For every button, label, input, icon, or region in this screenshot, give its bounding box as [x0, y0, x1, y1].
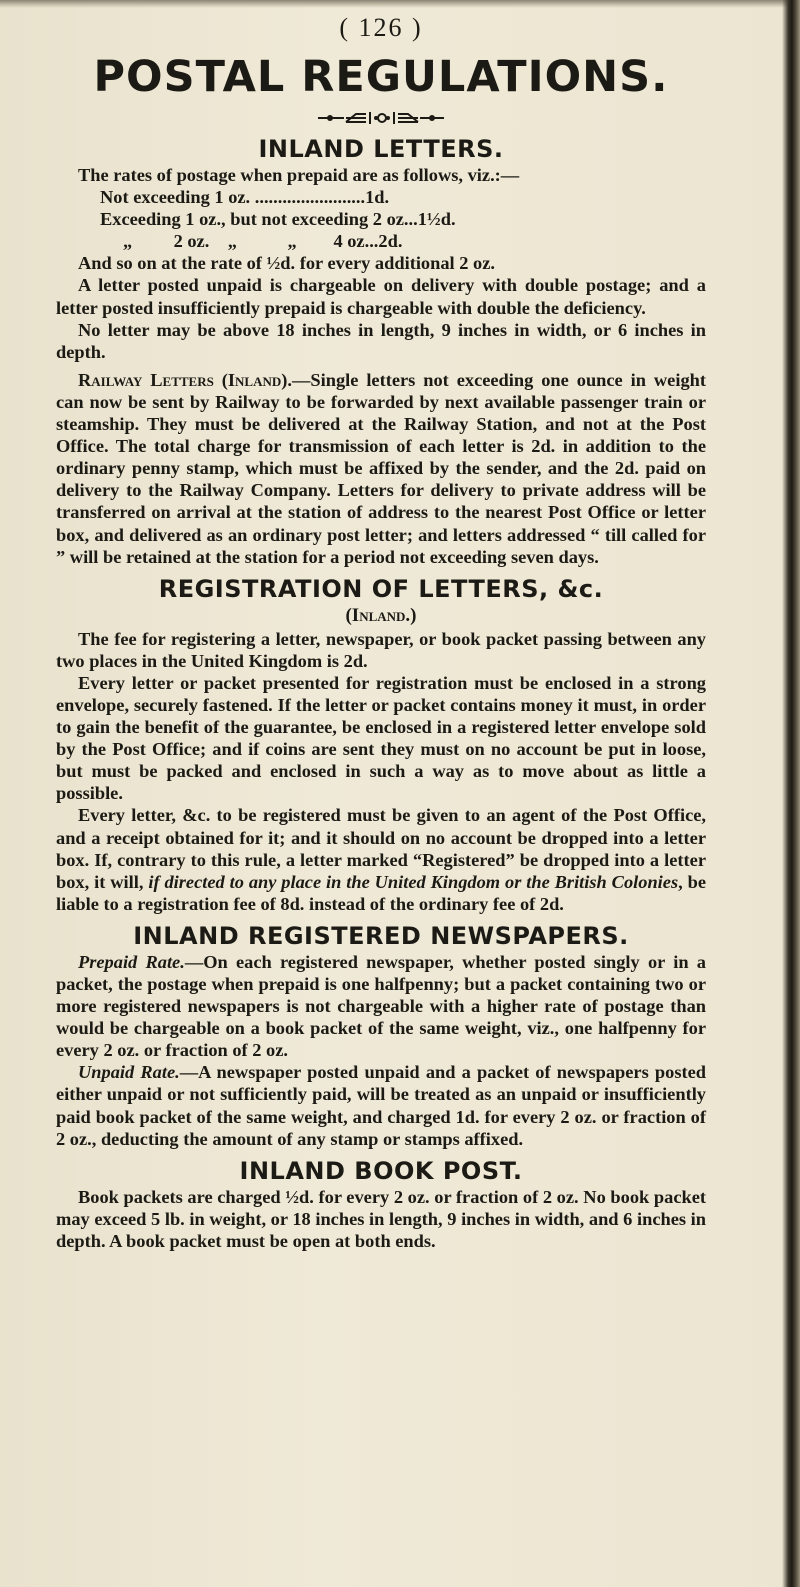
binding-edge	[782, 0, 800, 1587]
registration-heading: REGISTRATION OF LETTERS, &c.	[158, 574, 604, 603]
railway-lead: Railway Letters (Inland).	[78, 369, 292, 390]
rate-row-2: Exceeding 1 oz., but not exceeding 2 oz...1½d.	[100, 209, 456, 230]
agent-text-1: Every letter, &c. to be registered must be given to an agent of the Post Office, and a receipt obtained for it; and it should on no account be dropped into a letter box. If, contrary to this rule, a letter marked “Registered” be dropped into a letter box, it will,	[56, 805, 706, 892]
agent-text-italic: if directed to any place in the United Kingdom or the British Colonies	[148, 871, 679, 892]
book-post-paragraph: Book packets are charged ½d. for every 2 oz. or fraction of 2 oz. No book packet may exceed 5 lb. in weight, or 18 inches in length, 9 inches in width, and 6 inches in depth. A book packet must be open at both ends.	[56, 1186, 706, 1251]
rate-row-1: Not exceeding 1 oz. ........................1d.	[100, 187, 390, 208]
railway-text: —Single letters not exceeding one ounce in weight can now be sent by Railway to be forwarded by next available passenger train or steamship. They must be delivered at the Railway Station, and not at the Post Office. The total charge for transmission of each letter is 2d. in addition to the ordinary penny stamp, which must be affixed by the sender, and the 2d. paid on delivery to the Railway Company. Letters for delivery to private address will be transferred on arrival at the station of address to the nearest Post Office or letter box, and delivered as an ordinary post letter; and letters addressed “ till called for ” will be retained at the station for a period not exceeding seven days.	[56, 369, 706, 567]
newspapers-heading: INLAND REGISTERED NEWSPAPERS.	[133, 921, 629, 950]
inland-letters-heading: INLAND LETTERS.	[258, 135, 504, 163]
unpaid-text: —A newspaper posted unpaid and a packet of newspapers posted either unpaid or not sufficiently paid, will be treated as an unpaid or insufficiently paid book packet of the same weight, and charged 1d. for every 2 oz. or fraction of 2 oz., deducting the amount of any stamp or stamps affixed.	[56, 1062, 706, 1149]
rate-additional: And so on at the rate of ½d. for every additional 2 oz.	[78, 253, 496, 274]
prepaid-text: —On each registered newspaper, whether posted singly or in a packet, the postage when prepaid is one halfpenny; but a packet containing two or more registered newspapers is not chargeable with a higher rate of postage than would be chargeable on a book packet of the same weight, viz., one halfpenny for every 2 oz. or fraction of 2 oz.	[56, 951, 706, 1061]
prepaid-paragraph	[56, 951, 706, 1061]
rate-row-3: „ 2 oz. „ „ 4 oz...2d.	[100, 231, 403, 252]
page-content	[56, 4, 706, 1252]
divider-ornament-icon	[56, 102, 706, 134]
railway-paragraph	[56, 369, 706, 568]
agent-text-2: , be liable to a registration fee of 8d. instead of the ordinary fee of 2d.	[56, 871, 706, 914]
unpaid-label: Unpaid Rate.	[78, 1062, 180, 1083]
size-limit-paragraph: No letter may be above 18 inches in length, 9 inches in width, or 6 inches in depth.	[56, 319, 706, 362]
unpaid-paragraph: A letter posted unpaid is chargeable on delivery with double postage; and a letter posted insufficiently prepaid is chargeable with double the deficiency.	[56, 275, 706, 318]
page-number: ( 126 )	[339, 13, 423, 42]
rates-intro: The rates of postage when prepaid are as follows, viz.:—	[78, 165, 520, 185]
registration-subheading: (Inland.)	[345, 604, 417, 626]
registration-enclosed: Every letter or packet presented for registration must be enclosed in a strong envelope, securely fastened. If the letter or packet contains money it must, in order to gain the benefit of the guarantee, be enclosed in a registered letter envelope sold by the Post Office; and if coins are sent they must on no account be put in loose, but must be packed and enclosed in such a way as to move about as little a possible.	[56, 672, 706, 804]
unpaid-rate-paragraph	[56, 1061, 706, 1149]
registration-agent	[56, 804, 706, 914]
book-post-heading: INLAND BOOK POST.	[239, 1156, 523, 1185]
prepaid-label: Prepaid Rate.	[78, 951, 185, 972]
page-title: POSTAL REGULATIONS.	[93, 52, 669, 102]
registration-fee: The fee for registering a letter, newspaper, or book packet passing between any two places in the United Kingdom is 2d.	[56, 628, 706, 671]
